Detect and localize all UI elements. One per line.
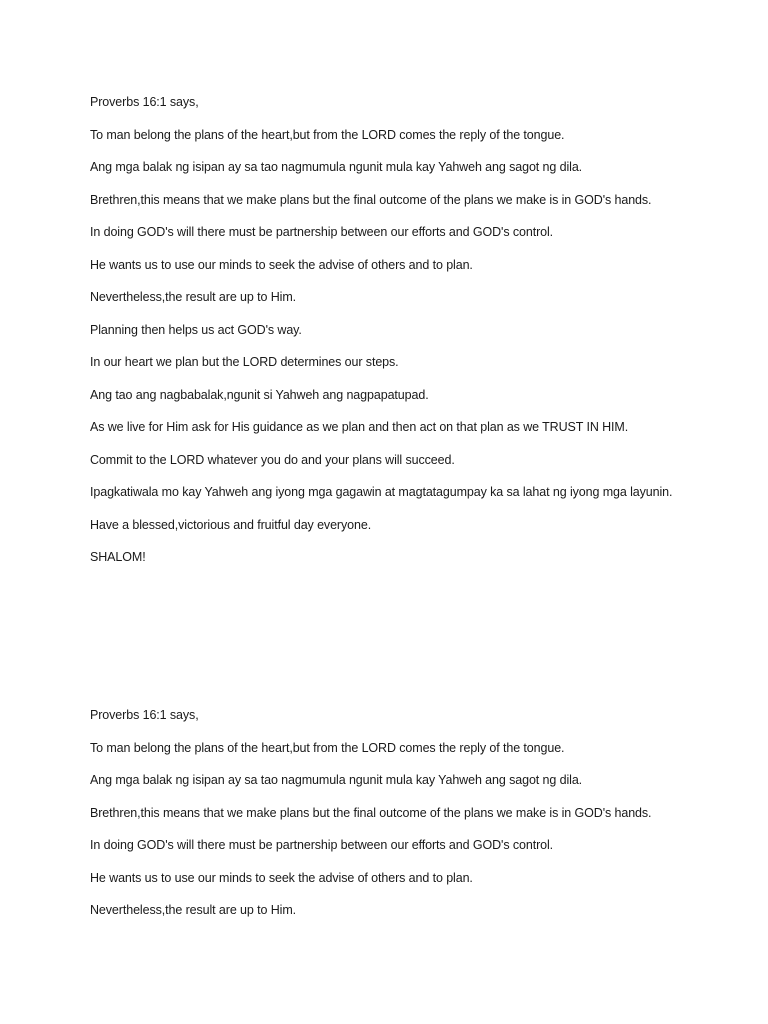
paragraph: Commit to the LORD whatever you do and your plans will succeed. (90, 452, 455, 467)
paragraph: In doing GOD's will there must be partnership between our efforts and GOD's control. (90, 225, 554, 239)
paragraph: In doing GOD's will there must be partnership between our efforts and GOD's control. (90, 838, 554, 852)
paragraph: Ang tao ang nagbabalak,ngunit si Yahweh ang nagpapatupad. (90, 387, 429, 402)
paragraph: Ipagkatiwala mo kay Yahweh ang iyong mga gagawin at magtatagumpay ka sa lahat ng iyong mga layunin. (90, 485, 673, 499)
devotional-section-2 (90, 706, 690, 934)
paragraph: He wants us to use our minds to seek the advise of others and to plan. (90, 870, 473, 885)
paragraph: As we live for Him ask for His guidance as we plan and then act on that plan as we TRUST IN HIM. (90, 420, 629, 434)
verse-english: To man belong the plans of the heart,but from the LORD comes the reply of the tongue. (90, 127, 565, 142)
paragraph: Nevertheless,the result are up to Him. (90, 290, 297, 304)
verse-reference: Proverbs 16:1 says, (90, 95, 199, 109)
devotional-section-1 (90, 93, 690, 581)
closing-greeting: Have a blessed,victorious and fruitful day everyone. (90, 517, 372, 532)
paragraph: Brethren,this means that we make plans but the final outcome of the plans we make is in GOD's hands. (90, 192, 652, 207)
verse-reference: Proverbs 16:1 says, (90, 708, 199, 722)
closing-shalom: SHALOM! (90, 550, 146, 564)
verse-tagalog: Ang mga balak ng isipan ay sa tao nagmumula ngunit mula kay Yahweh ang sagot ng dila. (90, 773, 583, 787)
paragraph: Planning then helps us act GOD's way. (90, 322, 302, 337)
verse-tagalog: Ang mga balak ng isipan ay sa tao nagmumula ngunit mula kay Yahweh ang sagot ng dila. (90, 160, 583, 174)
paragraph: In our heart we plan but the LORD determines our steps. (90, 355, 399, 369)
verse-english: To man belong the plans of the heart,but from the LORD comes the reply of the tongue. (90, 740, 565, 755)
paragraph: Brethren,this means that we make plans but the final outcome of the plans we make is in GOD's hands. (90, 805, 652, 820)
paragraph: He wants us to use our minds to seek the advise of others and to plan. (90, 257, 473, 272)
paragraph: Nevertheless,the result are up to Him. (90, 903, 297, 917)
